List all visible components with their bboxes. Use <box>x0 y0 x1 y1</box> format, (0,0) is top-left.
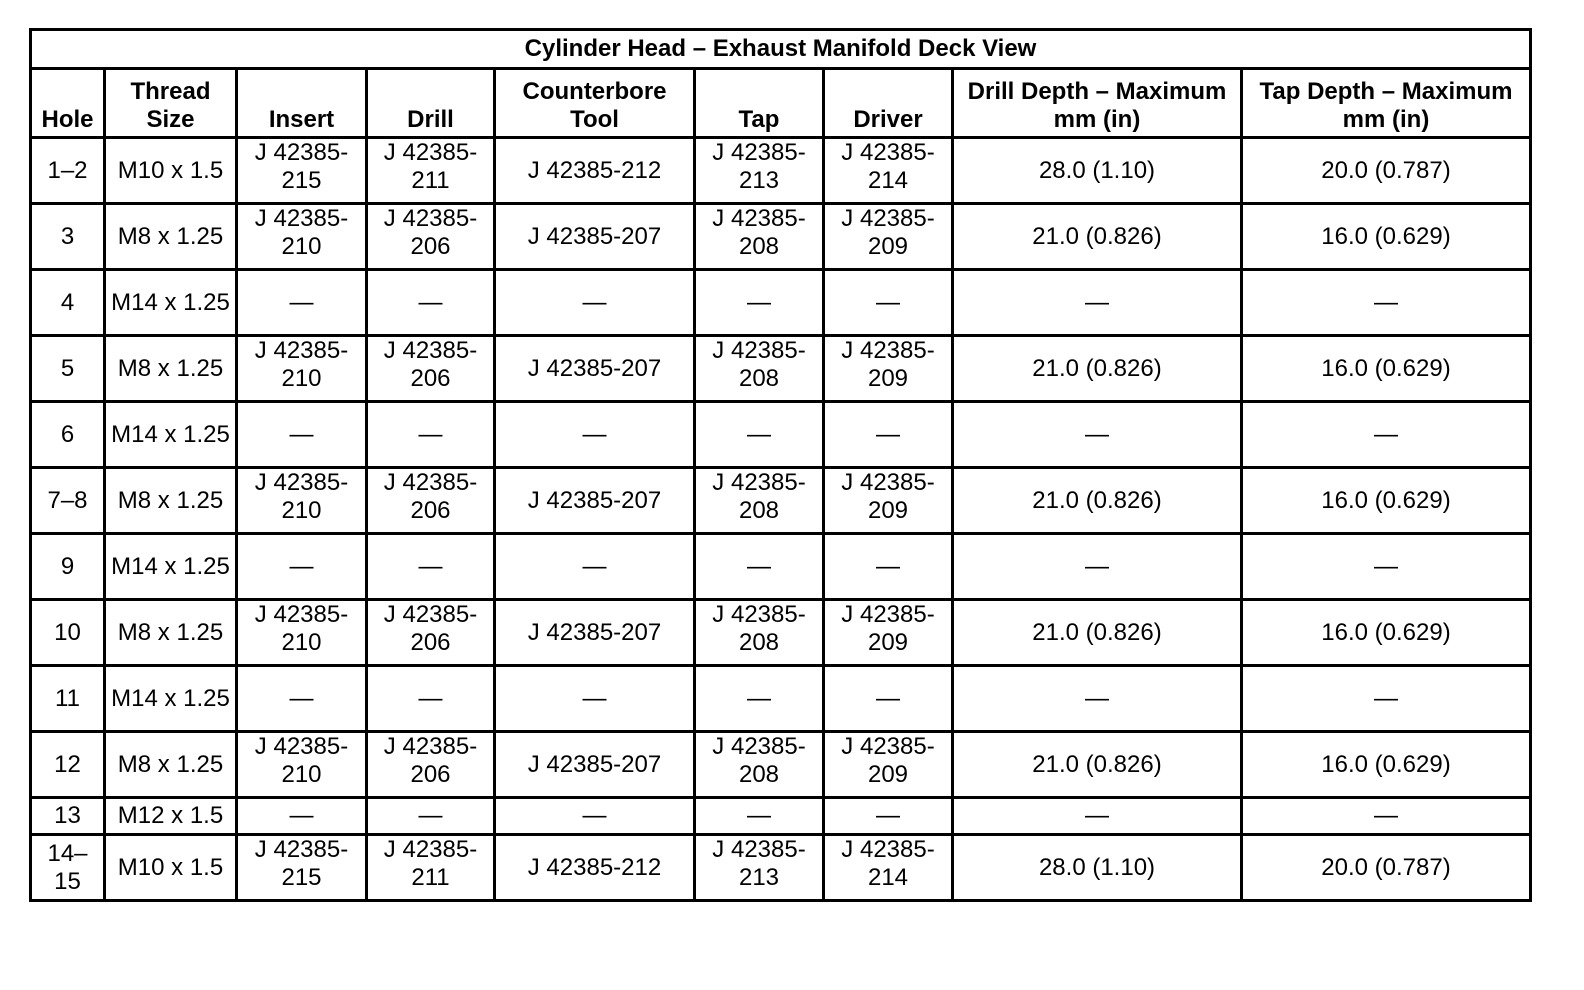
cell-text: J 42385-208 <box>712 468 806 524</box>
cell-text: J 42385-208 <box>712 336 806 392</box>
cell-text: J 42385-206 <box>383 336 478 392</box>
cell-text: — <box>876 288 900 316</box>
cell-driver <box>824 270 953 336</box>
cell-text: J 42385-214 <box>841 835 935 891</box>
table-row <box>31 534 1531 600</box>
cell-tap-depth <box>1242 835 1531 901</box>
cell-drill <box>367 732 495 798</box>
cell-tap <box>695 336 824 402</box>
cell-text: J 42385-210 <box>254 600 349 656</box>
cell-hole <box>31 138 105 204</box>
cell-hole <box>31 600 105 666</box>
cell-text: 10 <box>54 618 81 646</box>
cell-text: — <box>1085 684 1109 712</box>
cell-counterbore-tool <box>495 138 695 204</box>
cell-thread-size <box>105 835 237 901</box>
cell-text: — <box>747 802 771 829</box>
cell-hole <box>31 534 105 600</box>
table-row <box>31 666 1531 732</box>
cell-drill <box>367 600 495 666</box>
table-row <box>31 732 1531 798</box>
cell-counterbore-tool <box>495 336 695 402</box>
cell-text: — <box>582 420 607 448</box>
table-row <box>31 336 1531 402</box>
cell-text: — <box>1085 420 1109 448</box>
cell-tap <box>695 835 824 901</box>
cell-thread-size <box>105 600 237 666</box>
cell-text: J 42385-207 <box>527 486 662 514</box>
cell-text: 21.0 (0.826) <box>1032 354 1162 382</box>
cell-tap-depth <box>1242 534 1531 600</box>
cell-text: — <box>1374 552 1398 580</box>
cell-text: M8 x 1.25 <box>117 222 224 250</box>
cell-driver <box>824 600 953 666</box>
cell-insert <box>237 204 367 270</box>
cell-text: M10 x 1.5 <box>117 853 224 881</box>
cell-text: 21.0 (0.826) <box>1032 618 1162 646</box>
cell-text: 9 <box>60 552 75 580</box>
cell-text: J 42385-206 <box>383 468 478 524</box>
cell-text: — <box>1085 552 1109 580</box>
cell-insert <box>237 402 367 468</box>
cell-hole <box>31 732 105 798</box>
cell-text: — <box>747 288 771 316</box>
cell-text: — <box>876 420 900 448</box>
cell-text: J 42385-210 <box>254 732 349 788</box>
cell-tap <box>695 666 824 732</box>
cell-tap <box>695 798 824 835</box>
cell-tap-depth <box>1242 402 1531 468</box>
cell-text: — <box>747 420 771 448</box>
cell-thread-size <box>105 666 237 732</box>
cell-text: — <box>876 802 900 829</box>
cell-thread-size <box>105 468 237 534</box>
cell-text: — <box>289 684 314 712</box>
cell-driver <box>824 798 953 835</box>
table-row <box>31 468 1531 534</box>
cell-text: — <box>876 684 900 712</box>
cell-tap-depth <box>1242 666 1531 732</box>
column-header-drill: Drill <box>367 69 495 138</box>
cell-text: J 42385-214 <box>841 138 935 194</box>
table-title: Cylinder Head – Exhaust Manifold Deck View <box>31 30 1531 69</box>
cell-text: — <box>1374 684 1398 712</box>
cell-drill-depth <box>953 138 1242 204</box>
cell-text: M14 x 1.25 <box>111 552 230 580</box>
cell-text: — <box>1374 802 1398 829</box>
cell-text: J 42385-210 <box>254 204 349 260</box>
cell-tap <box>695 732 824 798</box>
cell-hole <box>31 336 105 402</box>
cell-text: J 42385-212 <box>527 156 662 184</box>
cell-tap <box>695 270 824 336</box>
cell-text: — <box>289 420 314 448</box>
cell-text: 21.0 (0.826) <box>1032 750 1162 778</box>
column-header-drill-depth: Drill Depth – Maximum mm (in) <box>953 69 1242 138</box>
cell-text: — <box>1085 802 1109 829</box>
column-header-tap-depth: Tap Depth – Maximum mm (in) <box>1242 69 1531 138</box>
cell-text: — <box>418 684 443 712</box>
cell-tap <box>695 534 824 600</box>
cell-text: 13 <box>54 802 81 829</box>
cell-text: M8 x 1.25 <box>117 618 224 646</box>
spec-table-container <box>29 28 1529 902</box>
cell-text: — <box>1374 420 1398 448</box>
cell-thread-size <box>105 798 237 835</box>
cell-text: — <box>582 802 607 829</box>
cell-drill-depth <box>953 835 1242 901</box>
cell-thread-size <box>105 402 237 468</box>
cell-tap-depth <box>1242 204 1531 270</box>
cell-tap-depth <box>1242 270 1531 336</box>
cell-text: M8 x 1.25 <box>117 750 224 778</box>
table-row <box>31 138 1531 204</box>
cell-text: J 42385-206 <box>383 600 478 656</box>
cell-drill-depth <box>953 468 1242 534</box>
cell-drill-depth <box>953 534 1242 600</box>
cell-text: 16.0 (0.629) <box>1321 618 1451 646</box>
cell-counterbore-tool <box>495 835 695 901</box>
cell-drill <box>367 666 495 732</box>
cell-text: J 42385-213 <box>712 835 806 891</box>
cell-text: J 42385-209 <box>841 204 935 260</box>
cell-text: 3 <box>60 222 75 250</box>
cell-counterbore-tool <box>495 798 695 835</box>
cell-text: — <box>747 552 771 580</box>
cell-insert <box>237 835 367 901</box>
table-row <box>31 402 1531 468</box>
cell-text: M14 x 1.25 <box>111 420 230 448</box>
column-header-thread-size: Thread Size <box>105 69 237 138</box>
cell-counterbore-tool <box>495 534 695 600</box>
cell-text: J 42385-209 <box>841 732 935 788</box>
table-row <box>31 600 1531 666</box>
cell-text: J 42385-210 <box>254 336 349 392</box>
cell-text: J 42385-206 <box>383 732 478 788</box>
cell-drill <box>367 270 495 336</box>
cell-text: 28.0 (1.10) <box>1038 156 1156 184</box>
cell-thread-size <box>105 336 237 402</box>
cell-text: J 42385-212 <box>527 853 662 881</box>
cell-text: J 42385-207 <box>527 750 662 778</box>
cell-drill-depth <box>953 204 1242 270</box>
cell-thread-size <box>105 732 237 798</box>
cell-tap <box>695 468 824 534</box>
cell-counterbore-tool <box>495 270 695 336</box>
cell-insert <box>237 270 367 336</box>
cell-text: 7–8 <box>47 486 88 514</box>
cell-drill-depth <box>953 336 1242 402</box>
cell-tap <box>695 600 824 666</box>
cell-drill <box>367 468 495 534</box>
cell-hole <box>31 468 105 534</box>
cell-text: 21.0 (0.826) <box>1032 222 1162 250</box>
cell-driver <box>824 336 953 402</box>
cell-text: J 42385-215 <box>254 835 349 891</box>
cell-counterbore-tool <box>495 468 695 534</box>
cell-text: — <box>582 288 607 316</box>
cell-text: 5 <box>60 354 75 382</box>
cell-counterbore-tool <box>495 204 695 270</box>
cell-tap-depth <box>1242 336 1531 402</box>
cell-driver <box>824 835 953 901</box>
cell-text: J 42385-208 <box>712 600 806 656</box>
cell-text: J 42385-211 <box>383 138 478 194</box>
cell-drill-depth <box>953 732 1242 798</box>
cell-text: J 42385-206 <box>383 204 478 260</box>
cell-hole <box>31 270 105 336</box>
cell-insert <box>237 336 367 402</box>
cell-drill <box>367 798 495 835</box>
cell-hole <box>31 835 105 901</box>
cell-drill <box>367 336 495 402</box>
cell-text: 20.0 (0.787) <box>1321 853 1451 881</box>
cell-driver <box>824 666 953 732</box>
cell-text: 28.0 (1.10) <box>1038 853 1156 881</box>
cell-text: 16.0 (0.629) <box>1321 486 1451 514</box>
cell-text: M10 x 1.5 <box>117 156 224 184</box>
cell-hole <box>31 204 105 270</box>
cell-text: 16.0 (0.629) <box>1321 354 1451 382</box>
cell-text: 20.0 (0.787) <box>1321 156 1451 184</box>
table-row <box>31 835 1531 901</box>
cell-text: J 42385-208 <box>712 204 806 260</box>
cell-text: M14 x 1.25 <box>111 684 230 712</box>
cell-text: M14 x 1.25 <box>111 288 230 316</box>
cell-thread-size <box>105 534 237 600</box>
cell-text: 16.0 (0.629) <box>1321 222 1451 250</box>
column-header-tap: Tap <box>695 69 824 138</box>
cell-tap-depth <box>1242 600 1531 666</box>
cell-text: M8 x 1.25 <box>117 354 224 382</box>
cell-text: J 42385-207 <box>527 354 662 382</box>
cell-drill <box>367 835 495 901</box>
cell-text: — <box>418 420 443 448</box>
cell-text: J 42385-207 <box>527 618 662 646</box>
cell-text: — <box>289 552 314 580</box>
cell-text: — <box>747 684 771 712</box>
column-header-counterbore-tool: Counterbore Tool <box>495 69 695 138</box>
cell-text: J 42385-209 <box>841 600 935 656</box>
cell-text: 14–15 <box>47 839 88 895</box>
cell-drill-depth <box>953 600 1242 666</box>
cell-hole <box>31 666 105 732</box>
cell-thread-size <box>105 138 237 204</box>
cell-text: 21.0 (0.826) <box>1032 486 1162 514</box>
cell-text: 4 <box>60 288 75 316</box>
cell-drill <box>367 204 495 270</box>
cell-text: — <box>418 552 443 580</box>
cell-insert <box>237 138 367 204</box>
cell-text: 6 <box>60 420 75 448</box>
cell-insert <box>237 798 367 835</box>
cell-text: 12 <box>54 750 81 778</box>
cell-counterbore-tool <box>495 732 695 798</box>
cell-text: J 42385-207 <box>527 222 662 250</box>
table-row <box>31 270 1531 336</box>
spec-table <box>29 28 1532 902</box>
cell-tap <box>695 402 824 468</box>
cell-text: M8 x 1.25 <box>117 486 224 514</box>
cell-counterbore-tool <box>495 666 695 732</box>
cell-text: — <box>1374 288 1398 316</box>
cell-hole <box>31 798 105 835</box>
cell-text: J 42385-213 <box>712 138 806 194</box>
cell-insert <box>237 600 367 666</box>
cell-text: J 42385-211 <box>383 835 478 891</box>
cell-driver <box>824 138 953 204</box>
cell-driver <box>824 468 953 534</box>
column-header-driver: Driver <box>824 69 953 138</box>
cell-drill-depth <box>953 402 1242 468</box>
cell-tap-depth <box>1242 468 1531 534</box>
cell-text: — <box>582 684 607 712</box>
cell-text: J 42385-215 <box>254 138 349 194</box>
cell-drill <box>367 534 495 600</box>
cell-insert <box>237 666 367 732</box>
cell-text: M12 x 1.5 <box>117 802 224 829</box>
cell-thread-size <box>105 270 237 336</box>
cell-text: — <box>876 552 900 580</box>
cell-driver <box>824 732 953 798</box>
cell-drill-depth <box>953 270 1242 336</box>
column-header-insert: Insert <box>237 69 367 138</box>
table-body <box>31 138 1531 901</box>
cell-counterbore-tool <box>495 600 695 666</box>
cell-driver <box>824 204 953 270</box>
cell-insert <box>237 732 367 798</box>
cell-drill-depth <box>953 666 1242 732</box>
cell-tap <box>695 204 824 270</box>
column-header-hole: Hole <box>31 69 105 138</box>
cell-text: 11 <box>55 684 80 712</box>
cell-text: J 42385-209 <box>841 468 935 524</box>
cell-text: J 42385-208 <box>712 732 806 788</box>
header-row <box>31 69 1531 138</box>
cell-tap-depth <box>1242 798 1531 835</box>
cell-tap-depth <box>1242 138 1531 204</box>
cell-text: — <box>289 288 314 316</box>
cell-hole <box>31 402 105 468</box>
cell-drill <box>367 138 495 204</box>
cell-insert <box>237 468 367 534</box>
cell-text: J 42385-210 <box>254 468 349 524</box>
cell-text: — <box>582 552 607 580</box>
cell-thread-size <box>105 204 237 270</box>
cell-text: — <box>289 802 314 829</box>
cell-text: — <box>418 288 443 316</box>
table-row <box>31 798 1531 835</box>
cell-text: — <box>418 802 443 829</box>
cell-tap-depth <box>1242 732 1531 798</box>
cell-tap <box>695 138 824 204</box>
cell-drill <box>367 402 495 468</box>
cell-counterbore-tool <box>495 402 695 468</box>
cell-driver <box>824 402 953 468</box>
cell-drill-depth <box>953 798 1242 835</box>
cell-driver <box>824 534 953 600</box>
table-row <box>31 204 1531 270</box>
cell-insert <box>237 534 367 600</box>
cell-text: — <box>1085 288 1109 316</box>
cell-text: 16.0 (0.629) <box>1321 750 1451 778</box>
cell-text: J 42385-209 <box>841 336 935 392</box>
cell-text: 1–2 <box>47 156 88 184</box>
